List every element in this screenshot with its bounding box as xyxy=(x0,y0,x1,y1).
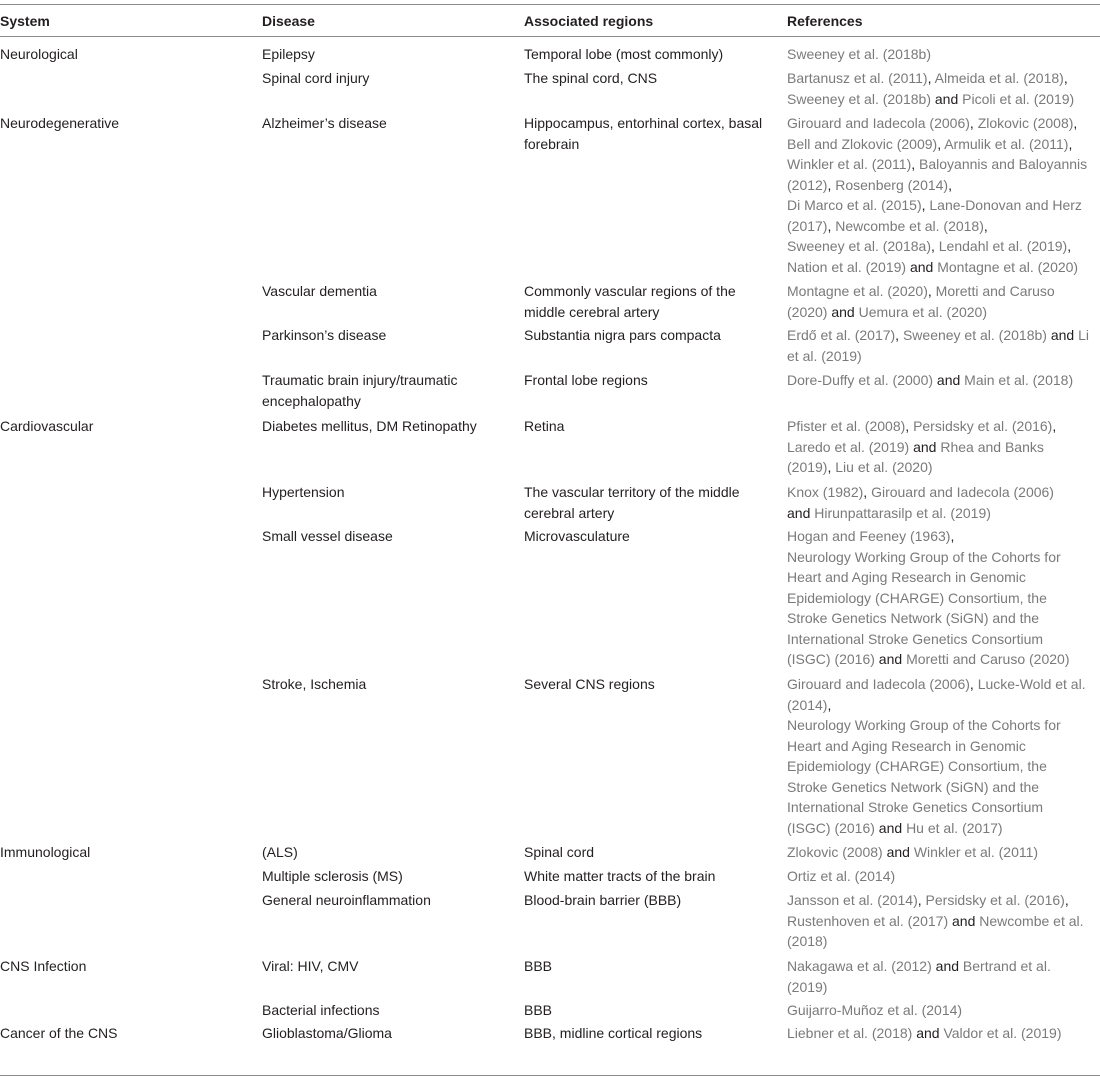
citation-link[interactable]: Nation et al. (2019) xyxy=(787,258,907,275)
citation-link[interactable]: Lendahl et al. (2019) xyxy=(938,238,1068,254)
table-top-rule xyxy=(0,4,1100,5)
reference-text: , xyxy=(905,418,914,434)
reference-line xyxy=(787,44,1100,65)
reference-line xyxy=(787,1023,1100,1044)
citation-link[interactable]: Girouard and Iadecola (2006) xyxy=(871,484,1054,500)
citation-link[interactable]: Rhea and Banks xyxy=(940,438,1044,455)
reference-line xyxy=(787,866,1100,887)
reference-line xyxy=(787,649,1100,670)
cell-disease: Traumatic brain injury/traumatic encephalopathy xyxy=(262,372,458,409)
citation-link[interactable]: Stroke Genetics Network (SiGN) and the xyxy=(787,610,1040,626)
reference-line xyxy=(787,134,1100,155)
reference-line xyxy=(787,931,1100,952)
reference-text: , xyxy=(1064,892,1069,908)
reference-text: and xyxy=(906,258,938,275)
citation-link[interactable]: (2020) xyxy=(787,303,828,320)
reference-text: , xyxy=(827,459,836,475)
reference-line xyxy=(787,956,1100,977)
reference-text: and xyxy=(948,912,980,929)
reference-line xyxy=(787,977,1100,998)
cell-system: Cancer of the CNS xyxy=(0,1025,118,1041)
reference-line xyxy=(787,547,1100,568)
reference-line xyxy=(787,457,1100,478)
citation-link[interactable]: (2014) xyxy=(787,696,828,713)
citation-link[interactable]: Heart and Aging Research in Genomic xyxy=(787,569,1026,585)
cell-references xyxy=(787,890,1100,952)
cell-references xyxy=(787,416,1100,478)
citation-link[interactable]: Erdő et al. (2017) xyxy=(787,327,896,343)
citation-link[interactable]: Winkler et al. (2011) xyxy=(913,844,1039,860)
reference-line xyxy=(787,302,1100,323)
citation-link[interactable]: Hu et al. (2017) xyxy=(906,819,1003,836)
cell-disease: Spinal cord injury xyxy=(262,70,370,86)
citation-link[interactable]: Laredo et al. (2019) xyxy=(787,438,910,455)
reference-text: , xyxy=(917,892,926,908)
citation-link[interactable]: Sweeney et al. (2018b) xyxy=(902,327,1047,343)
cell-disease: Alzheimer’s disease xyxy=(262,115,387,131)
reference-line xyxy=(787,777,1100,798)
cell-disease: Vascular dementia xyxy=(262,283,377,299)
reference-text: , xyxy=(827,176,836,193)
reference-text: , xyxy=(895,327,903,343)
reference-line xyxy=(787,257,1100,278)
citation-link[interactable]: Lane-Donovan and Herz xyxy=(929,197,1082,213)
reference-text: and xyxy=(874,819,907,836)
reference-line xyxy=(787,236,1100,257)
reference-text: , xyxy=(827,217,836,234)
citation-link[interactable]: Hirunpattarasilp et al. (2019) xyxy=(814,504,991,521)
citation-link[interactable]: Montagne et al. (2020) xyxy=(787,283,928,299)
cell-references xyxy=(787,325,1100,366)
citation-link[interactable]: Dore-Duffy et al. (2000) xyxy=(787,372,934,388)
cell-associated-regions: Blood-brain barrier (BBB) xyxy=(524,892,682,908)
citation-link[interactable]: Ortiz et al. (2014) xyxy=(787,868,896,884)
reference-line xyxy=(787,695,1100,716)
table-header-rule xyxy=(0,36,1100,37)
cell-disease: Bacterial infections xyxy=(262,1002,380,1018)
citation-link[interactable]: Newcombe et al. (2018) xyxy=(835,217,984,234)
cell-disease: Stroke, Ischemia xyxy=(262,676,367,692)
cell-associated-regions: Hippocampus, entorhinal cortex, basal forebrain xyxy=(524,115,763,152)
reference-text: , xyxy=(927,283,936,299)
cell-references xyxy=(787,1000,1100,1021)
citation-link[interactable]: Rosenberg (2014) xyxy=(835,176,949,193)
citation-link[interactable]: Girouard and Iadecola (2006) xyxy=(787,676,970,692)
cell-associated-regions: The spinal cord, CNS xyxy=(524,70,658,86)
reference-line xyxy=(787,416,1100,437)
reference-text: , xyxy=(969,115,978,131)
reference-line xyxy=(787,911,1100,932)
citation-link[interactable]: Guijarro-Muñoz et al. (2014) xyxy=(787,1002,963,1018)
cell-system: CNS Infection xyxy=(0,958,87,974)
citation-link[interactable]: Moretti and Caruso (2020) xyxy=(906,651,1070,667)
citation-link[interactable]: Nakagawa et al. (2012) xyxy=(787,958,932,974)
reference-text: and xyxy=(882,844,914,860)
reference-text: , xyxy=(1063,70,1068,86)
cell-system: Neurological xyxy=(0,46,78,62)
citation-link[interactable]: Knox (1982) xyxy=(787,484,864,500)
citation-link[interactable]: (2019) xyxy=(787,978,828,995)
cell-references xyxy=(787,674,1100,838)
citation-link[interactable]: Liebner et al. (2018) xyxy=(787,1025,913,1041)
cell-associated-regions: Microvasculature xyxy=(524,528,630,544)
citation-link[interactable]: Persidsky et al. (2016) xyxy=(913,418,1053,434)
citation-link[interactable]: Zlokovic (2008) xyxy=(787,844,883,860)
cell-disease: Diabetes mellitus, DM Retinopathy xyxy=(262,418,477,434)
reference-text: , xyxy=(950,528,955,544)
cell-disease: Epilepsy xyxy=(262,46,315,62)
cell-associated-regions: Spinal cord xyxy=(524,844,595,860)
reference-line xyxy=(787,588,1100,609)
cell-references xyxy=(787,526,1100,670)
reference-line xyxy=(787,526,1100,547)
reference-line xyxy=(787,715,1100,736)
reference-text: and xyxy=(930,90,963,107)
cell-references xyxy=(787,1023,1100,1044)
cell-disease: (ALS) xyxy=(262,844,298,860)
citation-link[interactable]: Neurology Working Group of the Cohorts for xyxy=(787,548,1061,565)
reference-text: , xyxy=(921,197,930,213)
cell-associated-regions: Commonly vascular regions of the middle cerebral artery xyxy=(524,283,736,320)
reference-line xyxy=(787,842,1100,863)
header-references: References xyxy=(787,13,863,29)
reference-line xyxy=(787,346,1100,367)
reference-line xyxy=(787,175,1100,196)
citation-link[interactable]: Sweeney et al. (2018b) xyxy=(787,90,931,107)
reference-line xyxy=(787,567,1100,588)
reference-line xyxy=(787,370,1100,391)
citation-link[interactable]: (2012) xyxy=(787,176,828,193)
citation-link[interactable]: Pfister et al. (2008) xyxy=(787,418,906,434)
reference-text: and xyxy=(787,504,815,521)
citation-link[interactable]: Picoli et al. (2019) xyxy=(962,90,1075,107)
citation-link[interactable]: Girouard and Iadecola (2006) xyxy=(787,115,970,131)
reference-line xyxy=(787,195,1100,216)
reference-line xyxy=(787,437,1100,458)
reference-text: and xyxy=(909,438,941,455)
citation-link[interactable]: Di Marco et al. (2015) xyxy=(787,197,922,213)
citation-link[interactable]: Valdor et al. (2019) xyxy=(943,1025,1062,1041)
reference-line xyxy=(787,154,1100,175)
cell-system: Neurodegenerative xyxy=(0,115,120,131)
reference-text: and xyxy=(931,958,963,974)
reference-text: , xyxy=(927,70,935,86)
reference-text: and xyxy=(827,303,859,320)
cell-associated-regions: White matter tracts of the brain xyxy=(524,868,716,884)
citation-link[interactable]: International Stroke Genetics Consortium xyxy=(787,799,1044,815)
citation-link[interactable]: Bertrand et al. xyxy=(962,958,1051,974)
reference-line xyxy=(787,482,1100,503)
cell-system: Cardiovascular xyxy=(0,418,94,434)
citation-link[interactable]: Jansson et al. (2014) xyxy=(787,892,918,908)
reference-line xyxy=(787,797,1100,818)
cell-references xyxy=(787,866,1100,887)
reference-text: , xyxy=(1073,115,1078,131)
citation-link[interactable]: Sweeney et al. (2018b) xyxy=(787,46,931,62)
citation-link[interactable]: Epidemiology (CHARGE) Consortium, the xyxy=(787,758,1047,774)
citation-link[interactable]: Liu et al. (2020) xyxy=(835,459,933,475)
header-disease: Disease xyxy=(262,13,315,29)
cell-disease: Viral: HIV, CMV xyxy=(262,958,359,974)
citation-link[interactable]: Bartanusz et al. (2011) xyxy=(787,70,928,86)
cell-disease: Glioblastoma/Glioma xyxy=(262,1025,392,1041)
cell-disease: Small vessel disease xyxy=(262,528,393,544)
citation-link[interactable]: Hogan and Feeney (1963) xyxy=(787,528,951,544)
cell-references xyxy=(787,113,1100,277)
cell-associated-regions: Several CNS regions xyxy=(524,676,655,692)
citation-link[interactable]: Bell and Zlokovic (2009) xyxy=(787,135,938,152)
citation-link[interactable]: (2018) xyxy=(787,933,828,949)
reference-line xyxy=(787,503,1100,524)
reference-text: , xyxy=(948,176,952,193)
citation-link[interactable]: Winkler et al. (2011) xyxy=(787,156,912,172)
reference-line xyxy=(787,1000,1100,1021)
cell-associated-regions: Frontal lobe regions xyxy=(524,372,648,388)
cell-associated-regions: BBB xyxy=(524,958,553,974)
reference-line xyxy=(787,216,1100,237)
cell-references xyxy=(787,482,1100,523)
citation-link[interactable]: Armulik et al. (2011) xyxy=(944,135,1069,152)
cell-associated-regions: The vascular territory of the middle cerebral artery xyxy=(524,484,740,521)
cell-associated-regions: BBB xyxy=(524,1002,553,1018)
cell-references xyxy=(787,842,1100,863)
citation-link[interactable]: (ISGC) (2016) xyxy=(787,819,875,836)
citation-link[interactable]: Moretti and Caruso xyxy=(935,283,1055,299)
table-bottom-rule xyxy=(0,1075,1100,1076)
cell-system: Immunological xyxy=(0,844,91,860)
citation-link[interactable]: Almeida et al. (2018) xyxy=(934,70,1064,86)
citation-link[interactable]: International Stroke Genetics Consortium xyxy=(787,630,1044,647)
cell-disease: Multiple sclerosis (MS) xyxy=(262,868,403,884)
cell-references xyxy=(787,68,1100,109)
reference-text: and xyxy=(1046,327,1079,343)
reference-line xyxy=(787,113,1100,134)
cell-references xyxy=(787,44,1100,65)
reference-text: and xyxy=(933,372,965,388)
citation-link[interactable]: Rustenhoven et al. (2017) xyxy=(787,912,949,929)
cell-disease: Hypertension xyxy=(262,484,345,500)
header-system: System xyxy=(0,13,50,29)
reference-line xyxy=(787,736,1100,757)
reference-line xyxy=(787,281,1100,302)
citation-link[interactable]: Newcombe et al. xyxy=(979,912,1084,929)
reference-line xyxy=(787,325,1100,346)
cell-associated-regions: Substantia nigra pars compacta xyxy=(524,327,721,343)
citation-link[interactable]: Zlokovic (2008) xyxy=(977,115,1074,131)
reference-text: , xyxy=(937,135,945,152)
reference-text: , xyxy=(911,156,920,172)
cell-references xyxy=(787,370,1100,391)
reference-text: , xyxy=(983,217,988,234)
citation-link[interactable]: (2019) xyxy=(787,459,828,475)
citation-link[interactable]: Neurology Working Group of the Cohorts for xyxy=(787,717,1061,733)
citation-link[interactable]: Uemura et al. (2020) xyxy=(858,303,988,320)
reference-line xyxy=(787,629,1100,650)
citation-link[interactable]: Montagne et al. (2020) xyxy=(937,258,1079,275)
reference-text: and xyxy=(874,651,907,667)
reference-line xyxy=(787,756,1100,777)
cell-disease: General neuroinflammation xyxy=(262,892,431,908)
reference-line xyxy=(787,608,1100,629)
reference-text: , xyxy=(1068,135,1073,152)
citation-link[interactable]: Heart and Aging Research in Genomic xyxy=(787,737,1026,754)
citation-link[interactable]: Baloyannis and Baloyannis xyxy=(919,156,1088,172)
reference-text: , xyxy=(863,484,872,500)
cell-associated-regions: BBB, midline cortical regions xyxy=(524,1025,703,1041)
reference-line xyxy=(787,68,1100,89)
reference-line xyxy=(787,674,1100,695)
reference-text: , xyxy=(969,676,978,692)
reference-line xyxy=(787,89,1100,110)
citation-link[interactable]: Li xyxy=(1078,327,1089,343)
citation-link[interactable]: (ISGC) (2016) xyxy=(787,651,875,667)
reference-line xyxy=(787,890,1100,911)
reference-text: , xyxy=(1052,418,1057,434)
cell-associated-regions: Temporal lobe (most commonly) xyxy=(524,46,724,62)
cell-disease: Parkinson’s disease xyxy=(262,327,387,343)
header-associated-regions: Associated regions xyxy=(524,13,654,29)
citation-link[interactable]: Sweeney et al. (2018a) xyxy=(787,238,931,254)
reference-text: , xyxy=(930,238,939,254)
reference-text: , xyxy=(1067,238,1072,254)
reference-line xyxy=(787,818,1100,839)
citation-link[interactable]: et al. (2019) xyxy=(787,347,862,364)
citation-link[interactable]: Main et al. (2018) xyxy=(964,372,1074,388)
cell-associated-regions: Retina xyxy=(524,418,565,434)
citation-link[interactable]: Epidemiology (CHARGE) Consortium, the xyxy=(787,589,1047,606)
citation-link[interactable]: Lucke-Wold et al. xyxy=(977,676,1086,692)
reference-text: and xyxy=(912,1025,944,1041)
citation-link[interactable]: Stroke Genetics Network (SiGN) and the xyxy=(787,778,1040,795)
cell-references xyxy=(787,956,1100,997)
reference-text: , xyxy=(827,696,832,713)
citation-link[interactable]: Persidsky et al. (2016) xyxy=(925,892,1065,908)
citation-link[interactable]: (2017) xyxy=(787,217,828,234)
cell-references xyxy=(787,281,1100,322)
